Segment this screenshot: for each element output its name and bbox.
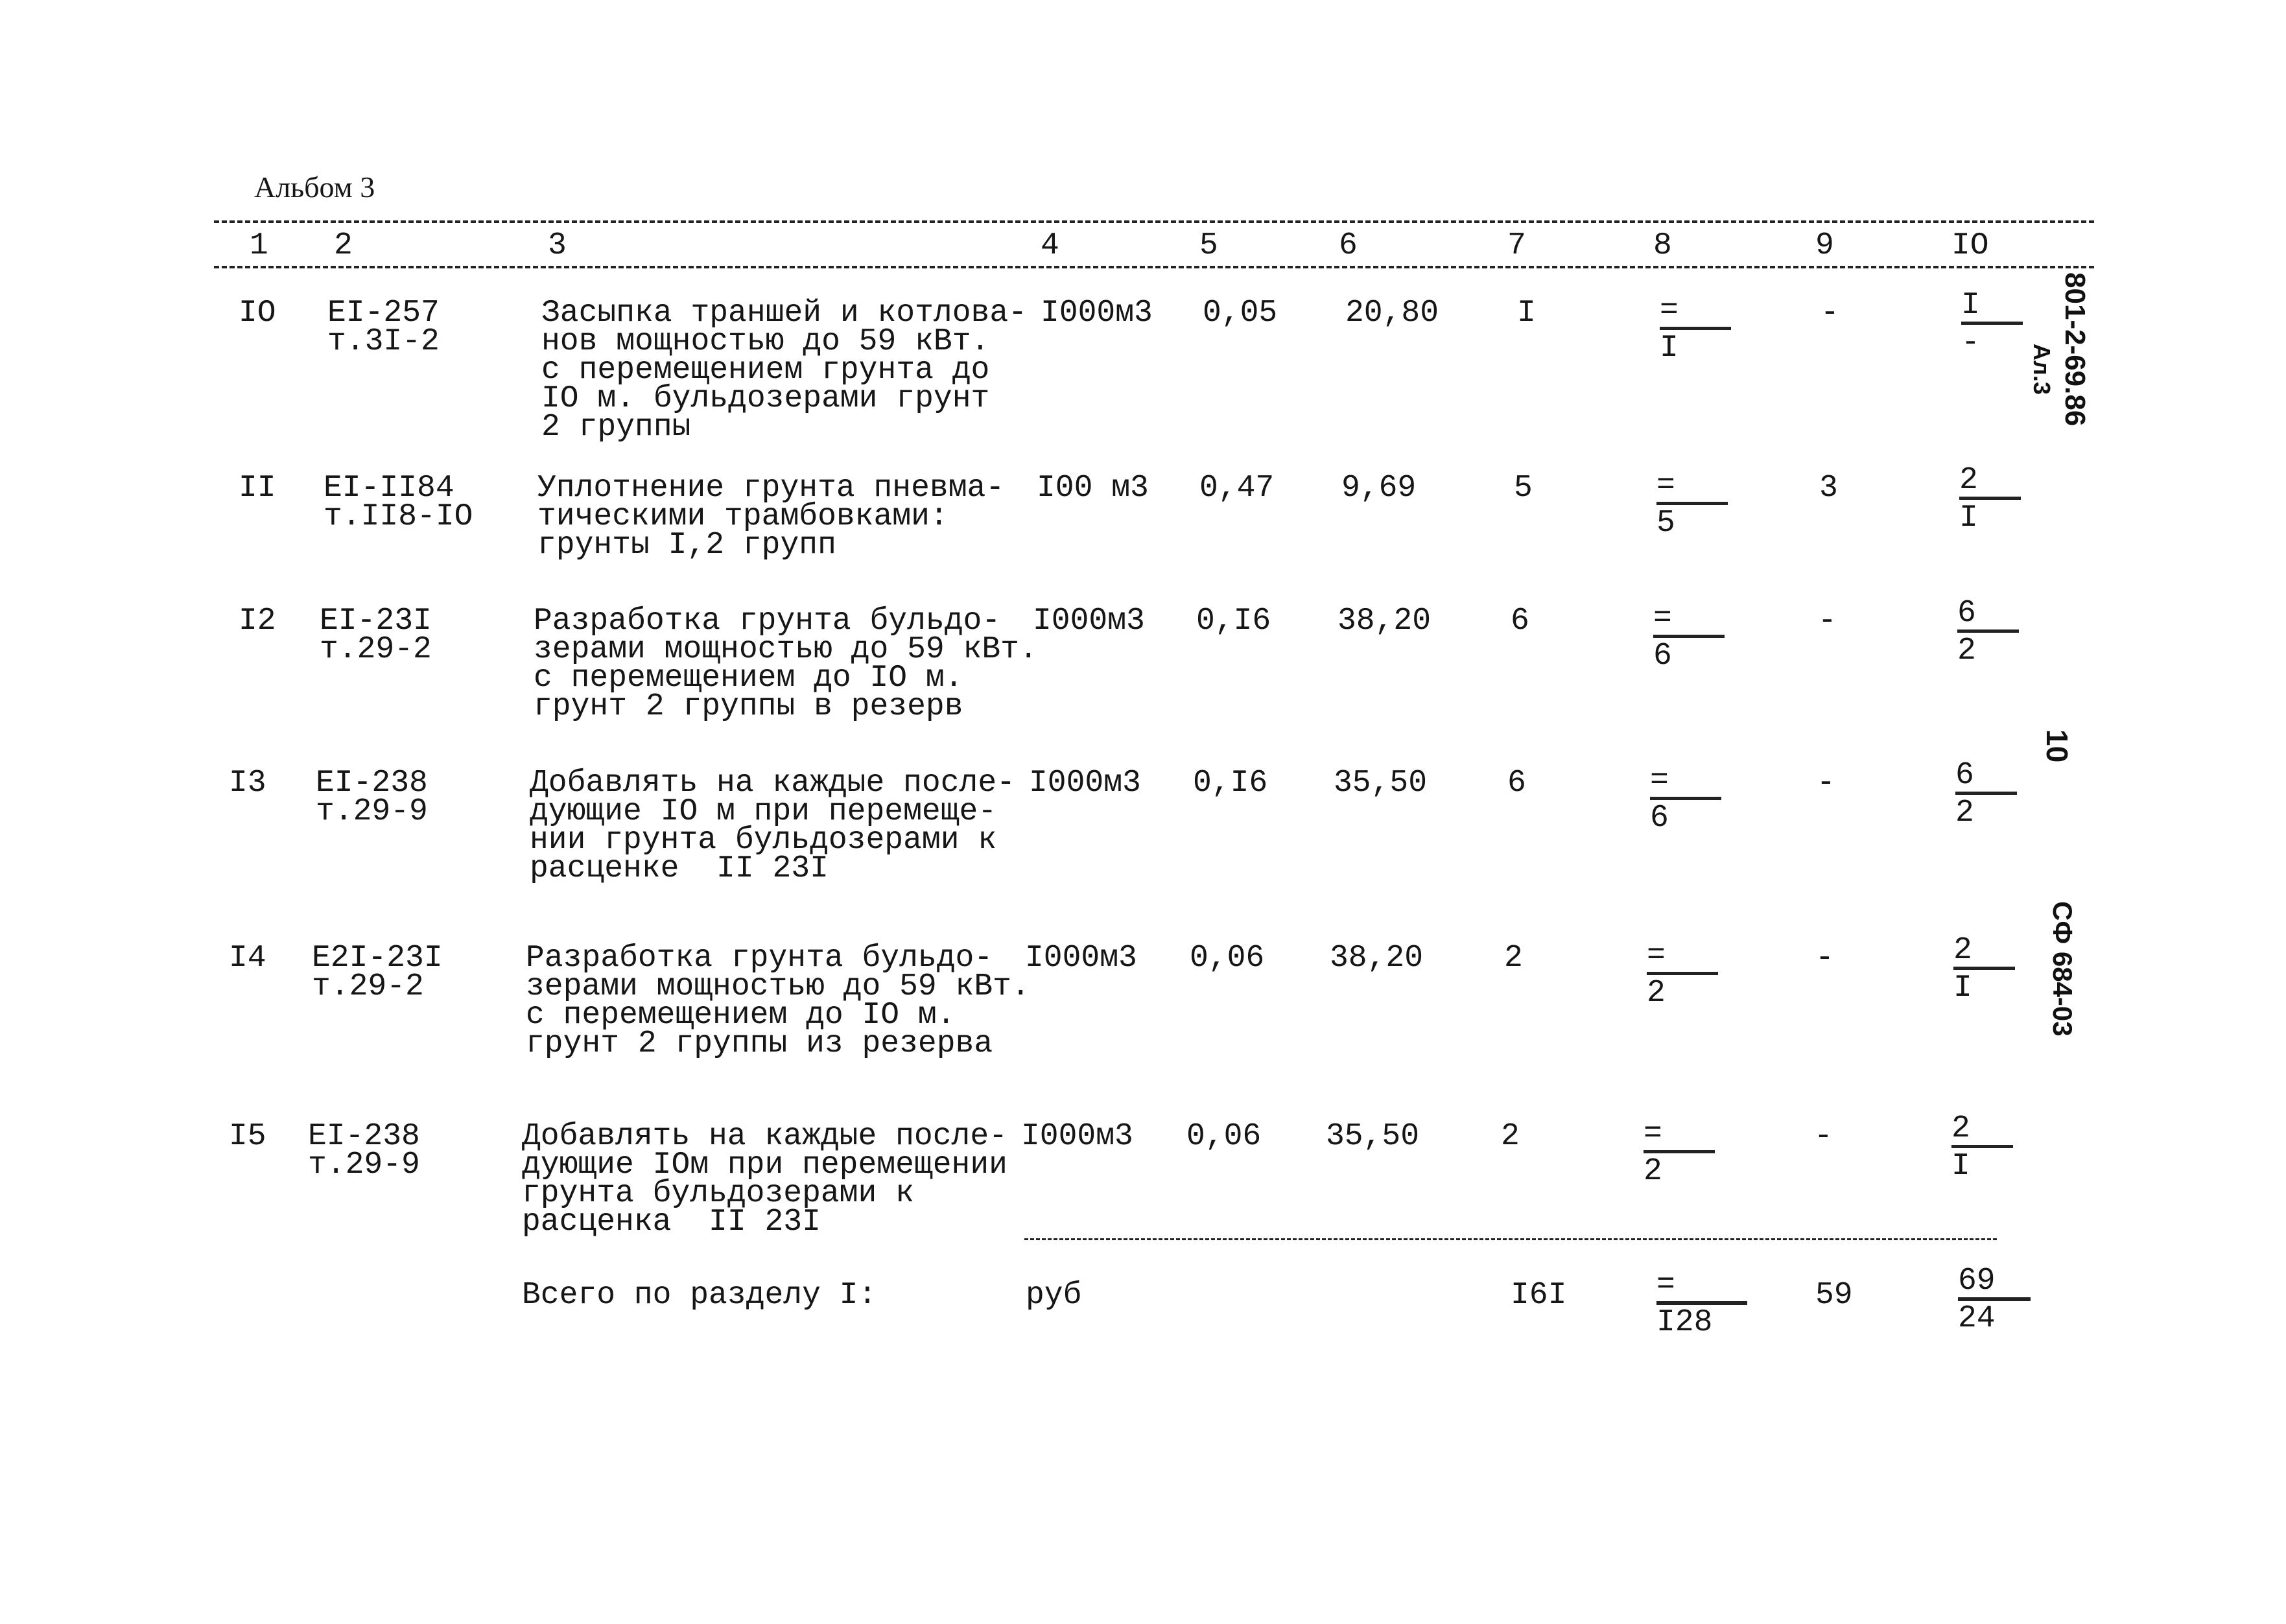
- col10-top: 2: [1953, 933, 1972, 968]
- col10-bottom: I: [1959, 500, 1978, 535]
- col8-top: =: [1656, 468, 1675, 503]
- col8-fraction: [1650, 763, 1747, 837]
- work-description-line: нов мощностью до 59 кВт.: [541, 324, 990, 359]
- col9-value: -: [1817, 766, 1835, 801]
- unit-of-measure: I000м3: [1041, 296, 1153, 331]
- work-description-line: Добавлять на каждые после-: [522, 1119, 1007, 1154]
- rate-code: EI-II84: [324, 471, 454, 506]
- row-number: I5: [229, 1119, 266, 1154]
- row-number: IO: [239, 296, 276, 331]
- col8-fraction: [1656, 468, 1754, 542]
- col7-value: 5: [1514, 471, 1533, 506]
- column-header: 3: [548, 228, 567, 263]
- col8-bottom: 6: [1653, 639, 1672, 674]
- column-header: 4: [1041, 228, 1059, 263]
- col10-fraction: [1957, 598, 2055, 670]
- row-number: I4: [229, 941, 266, 976]
- col7-value: 6: [1507, 766, 1526, 801]
- col10-bar: [1955, 792, 2017, 795]
- col9-value: -: [1815, 941, 1834, 976]
- unit-price: 35,50: [1326, 1119, 1420, 1154]
- work-description-line: расценка II 23I: [522, 1205, 821, 1240]
- col8-bottom: 2: [1647, 976, 1666, 1011]
- col10-bottom: 2: [1955, 795, 1974, 830]
- col10-fraction: [1953, 933, 2051, 1007]
- col10-fraction: [1951, 1111, 2049, 1185]
- work-description-line: тическими трамбовками:: [537, 499, 949, 534]
- work-description-line: зерами мощностью до 59 кВт.: [534, 632, 1038, 667]
- work-description-line: зерами мощностью до 59 кВт.: [526, 969, 1030, 1004]
- rate-code: EI-238: [316, 766, 428, 801]
- col10-bottom: 2: [1957, 633, 1976, 668]
- album-code-stamp: Ал.3: [2029, 344, 2055, 395]
- unit-price: 38,20: [1330, 941, 1424, 976]
- total-unit: руб: [1026, 1278, 1082, 1313]
- col9-value: 3: [1819, 471, 1838, 506]
- rate-table-ref: т.29-2: [320, 632, 432, 667]
- work-description-line: Разработка грунта бульдо-: [534, 604, 1001, 639]
- work-description-line: с перемещением до IO м.: [534, 661, 963, 696]
- rate-table-ref: т.II8-IO: [324, 499, 473, 534]
- unit-price: 35,50: [1334, 766, 1428, 801]
- unit-price: 38,20: [1337, 604, 1432, 639]
- work-description-line: нии грунта бульдозерами к: [530, 823, 997, 858]
- album-title: Альбом 3: [254, 171, 375, 204]
- total-col10-bottom: 24: [1958, 1301, 1996, 1336]
- unit-of-measure: I000м3: [1021, 1119, 1133, 1154]
- work-description-line: дующие IOм при перемещении: [522, 1147, 1007, 1183]
- work-description-line: грунт 2 группы из резерва: [526, 1026, 993, 1061]
- col8-fraction: [1653, 601, 1750, 675]
- work-description-line: грунта бульдозерами к: [522, 1176, 914, 1211]
- work-description-line: расценке II 23I: [530, 851, 829, 886]
- work-description-line: Засыпка траншей и котлова-: [541, 296, 1027, 331]
- column-header: 9: [1815, 228, 1834, 263]
- column-header: IO: [1951, 228, 1989, 263]
- quantity: 0,06: [1190, 941, 1265, 976]
- col10-fraction: [1959, 465, 2056, 537]
- sheet-code-stamp: СФ 684-03: [2047, 901, 2078, 1037]
- work-description-line: с перемещением грунта до: [541, 353, 990, 388]
- unit-price: 9,69: [1341, 471, 1417, 506]
- col10-top: I: [1961, 288, 1980, 323]
- total-col10-fraction: [1958, 1266, 2036, 1337]
- unit-of-measure: I000м3: [1033, 604, 1145, 639]
- col8-bar: [1656, 502, 1728, 505]
- col8-bar: [1644, 1150, 1715, 1153]
- col10-bar: [1961, 322, 2023, 325]
- total-col10-top: 69: [1958, 1264, 1996, 1299]
- col8-bar: [1647, 972, 1718, 975]
- col10-bar: [1951, 1145, 2013, 1148]
- quantity: 0,I6: [1196, 604, 1271, 639]
- work-description-line: Разработка грунта бульдо-: [526, 941, 993, 976]
- col8-top: =: [1647, 938, 1666, 973]
- rate-code: E2I-23I: [312, 941, 443, 976]
- column-header: 7: [1507, 228, 1526, 263]
- col10-top: 6: [1955, 758, 1974, 793]
- col8-top: =: [1653, 601, 1672, 636]
- col10-bottom: I: [1953, 971, 1972, 1006]
- col8-bottom: 5: [1656, 506, 1675, 541]
- row-number: I2: [239, 604, 276, 639]
- col9-value: -: [1814, 1119, 1833, 1154]
- column-header: 2: [334, 228, 353, 263]
- rate-code: EI-257: [327, 296, 440, 331]
- work-description-line: Уплотнение грунта пневма-: [537, 471, 1005, 506]
- work-description-line: дующие IO м при перемеще-: [530, 794, 997, 829]
- col8-fraction: [1644, 1116, 1741, 1190]
- col10-fraction: [1955, 760, 2053, 832]
- unit-price: 20,80: [1345, 296, 1439, 331]
- rate-code: EI-238: [308, 1119, 420, 1154]
- col10-top: 2: [1959, 463, 1978, 498]
- col8-bar: [1650, 797, 1721, 800]
- row-number: II: [239, 471, 276, 506]
- total-label: Всего по разделу I:: [522, 1278, 877, 1313]
- total-col7: I6I: [1511, 1278, 1567, 1313]
- total-col8-top: =: [1656, 1267, 1675, 1302]
- quantity: 0,06: [1186, 1119, 1262, 1154]
- col8-top: =: [1660, 293, 1679, 328]
- column-header: 8: [1653, 228, 1672, 263]
- col8-top: =: [1650, 763, 1669, 798]
- rate-table-ref: т.29-9: [316, 794, 428, 829]
- unit-of-measure: I000м3: [1025, 941, 1137, 976]
- total-col9: 59: [1815, 1278, 1853, 1313]
- document-code-stamp: 801-2-69.86: [2059, 272, 2091, 427]
- header-bottom-rule: [214, 266, 2094, 268]
- col10-bottom: I: [1951, 1149, 1970, 1184]
- rate-code: EI-23I: [320, 604, 432, 639]
- quantity: 0,I6: [1193, 766, 1268, 801]
- work-description-line: грунт 2 группы в резерв: [534, 689, 963, 724]
- col7-value: 2: [1504, 941, 1523, 976]
- page-number-stamp: 10: [2040, 729, 2074, 763]
- row-number: I3: [229, 766, 266, 801]
- total-separator: [1024, 1238, 1997, 1240]
- work-description-line: грунты I,2 групп: [537, 528, 836, 563]
- col10-bar: [1957, 630, 2019, 633]
- unit-of-measure: I000м3: [1029, 766, 1141, 801]
- col9-value: -: [1821, 296, 1839, 331]
- work-description-line: IO м. бульдозерами грунт: [541, 381, 990, 416]
- col8-fraction: [1647, 938, 1744, 1012]
- col8-bar: [1653, 635, 1725, 638]
- col7-value: I: [1517, 296, 1536, 331]
- column-header: 1: [250, 228, 268, 263]
- quantity: 0,47: [1199, 471, 1275, 506]
- col10-bar: [1953, 967, 2015, 970]
- col9-value: -: [1818, 604, 1837, 639]
- col10-bottom: -: [1961, 325, 1980, 360]
- col8-fraction: [1660, 293, 1757, 367]
- quantity: 0,05: [1203, 296, 1278, 331]
- rate-table-ref: т.29-2: [312, 969, 424, 1004]
- total-col8-fraction: [1656, 1267, 1760, 1341]
- col10-top: 2: [1951, 1111, 1970, 1146]
- col10-top: 6: [1957, 596, 1976, 631]
- col7-value: 2: [1501, 1119, 1520, 1154]
- col8-top: =: [1644, 1116, 1662, 1151]
- total-col8-bottom: I28: [1656, 1305, 1713, 1340]
- col8-bottom: 2: [1644, 1154, 1662, 1189]
- col7-value: 6: [1511, 604, 1529, 639]
- column-header: 6: [1339, 228, 1358, 263]
- work-description-line: 2 группы: [541, 410, 691, 445]
- rate-table-ref: т.3I-2: [327, 324, 440, 359]
- rate-table-ref: т.29-9: [308, 1147, 420, 1183]
- header-top-rule: [214, 220, 2094, 223]
- col8-bottom: 6: [1650, 801, 1669, 836]
- col8-bar: [1660, 327, 1731, 330]
- column-header: 5: [1199, 228, 1218, 263]
- col8-bottom: I: [1660, 331, 1679, 366]
- unit-of-measure: I00 м3: [1037, 471, 1149, 506]
- col10-bar: [1959, 497, 2021, 500]
- work-description-line: с перемещением до IO м.: [526, 998, 956, 1033]
- work-description-line: Добавлять на каждые после-: [530, 766, 1015, 801]
